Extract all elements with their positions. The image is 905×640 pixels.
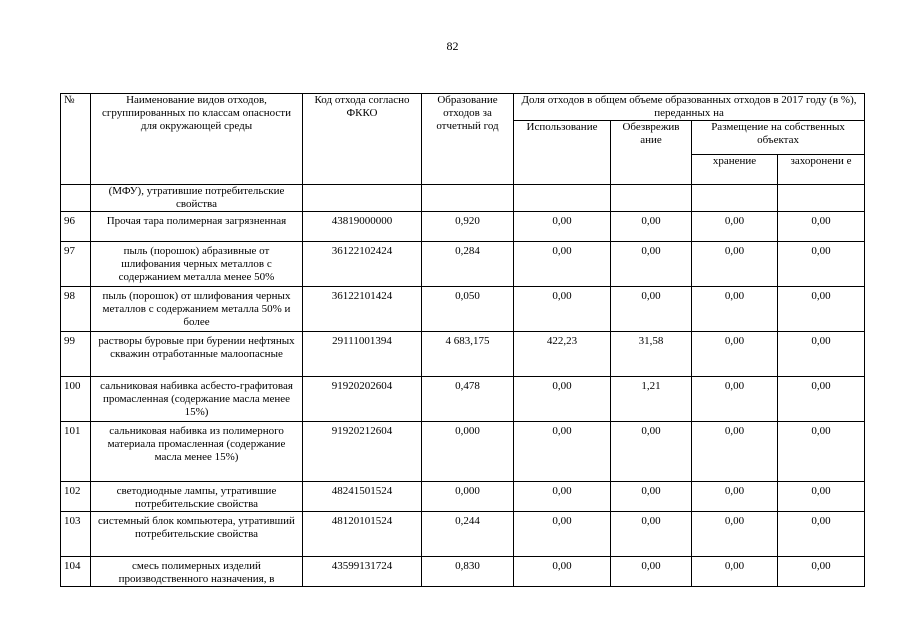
cell-code: 48120101524 (303, 512, 422, 557)
cell-use: 0,00 (514, 557, 611, 587)
cell-use: 0,00 (514, 212, 611, 242)
cell-code: 91920212604 (303, 422, 422, 482)
cell-burial: 0,00 (778, 332, 865, 377)
table-row (61, 557, 865, 587)
cell-code: 91920202604 (303, 377, 422, 422)
header-neutralization: Обезврежив ание (611, 121, 692, 185)
cell-formation: 0,478 (422, 377, 514, 422)
table-header (61, 94, 865, 185)
cell-formation: 0,000 (422, 482, 514, 512)
cell-code: 43599131724 (303, 557, 422, 587)
header-name: Наименование видов отходов, сгруппированных по классам опасности для окружающей среды (91, 94, 303, 185)
cell-storage: 0,00 (692, 242, 778, 287)
cell-name: сальниковая набивка из полимерного материала промасленная (содержание масла менее 15%) (91, 422, 303, 482)
cell-no: 102 (61, 482, 91, 512)
cell-neutralization: 0,00 (611, 557, 692, 587)
cell-use: 0,00 (514, 512, 611, 557)
cell-burial: 0,00 (778, 422, 865, 482)
cell-neutralization: 0,00 (611, 242, 692, 287)
cell-no: 104 (61, 557, 91, 587)
table-body (61, 185, 865, 587)
cell-neutralization: 1,21 (611, 377, 692, 422)
cell-formation: 0,284 (422, 242, 514, 287)
cell-neutralization: 0,00 (611, 512, 692, 557)
cell-formation: 0,244 (422, 512, 514, 557)
cell-name: системный блок компьютера, утративший потребительские свойства (91, 512, 303, 557)
cell-burial: 0,00 (778, 377, 865, 422)
table-row-continuation (61, 185, 865, 212)
cell-no: 101 (61, 422, 91, 482)
waste-table (60, 93, 865, 587)
cell-no: 99 (61, 332, 91, 377)
table-row (61, 242, 865, 287)
header-placement: Размещение на собственных объектах (692, 121, 865, 155)
cell-burial: 0,00 (778, 512, 865, 557)
cell-neutralization (611, 185, 692, 212)
cell-storage: 0,00 (692, 512, 778, 557)
cell-use: 0,00 (514, 422, 611, 482)
header-share: Доля отходов в общем объеме образованных отходов в 2017 году (в %), переданных на (514, 94, 865, 121)
header-storage: хранение (692, 155, 778, 185)
header-use: Использование (514, 121, 611, 185)
cell-code (303, 185, 422, 212)
cell-no: 97 (61, 242, 91, 287)
cell-storage: 0,00 (692, 287, 778, 332)
cell-storage: 0,00 (692, 557, 778, 587)
cell-formation: 4 683,175 (422, 332, 514, 377)
cell-use: 0,00 (514, 242, 611, 287)
cell-name: сальниковая набивка асбесто-графитовая промасленная (содержание масла менее 15%) (91, 377, 303, 422)
table-row (61, 287, 865, 332)
cell-formation: 0,920 (422, 212, 514, 242)
cell-use: 422,23 (514, 332, 611, 377)
cell-burial: 0,00 (778, 242, 865, 287)
cell-code: 29111001394 (303, 332, 422, 377)
cell-storage: 0,00 (692, 377, 778, 422)
cell-storage: 0,00 (692, 212, 778, 242)
cell-no (61, 185, 91, 212)
cell-neutralization: 31,58 (611, 332, 692, 377)
cell-no: 98 (61, 287, 91, 332)
header-burial: захоронени е (778, 155, 865, 185)
cell-code: 36122101424 (303, 287, 422, 332)
cell-no: 100 (61, 377, 91, 422)
cell-burial: 0,00 (778, 482, 865, 512)
cell-use: 0,00 (514, 287, 611, 332)
cell-burial: 0,00 (778, 557, 865, 587)
cell-neutralization: 0,00 (611, 482, 692, 512)
cell-code: 48241501524 (303, 482, 422, 512)
cell-name: пыль (порошок) абразивные от шлифования черных металлов с содержанием металла менее 50% (91, 242, 303, 287)
cell-neutralization: 0,00 (611, 422, 692, 482)
cell-no: 96 (61, 212, 91, 242)
cell-burial (778, 185, 865, 212)
cell-name: Прочая тара полимерная загрязненная (91, 212, 303, 242)
cell-formation: 0,000 (422, 422, 514, 482)
cell-use (514, 185, 611, 212)
cell-code: 43819000000 (303, 212, 422, 242)
table-row (61, 332, 865, 377)
cell-code: 36122102424 (303, 242, 422, 287)
page-number: 82 (446, 39, 459, 53)
cell-no: 103 (61, 512, 91, 557)
table-row (61, 512, 865, 557)
cell-burial: 0,00 (778, 212, 865, 242)
header-no: № (61, 94, 91, 185)
table-row (61, 212, 865, 242)
cell-storage (692, 185, 778, 212)
cell-name: растворы буровые при бурении нефтяных скважин отработанные малоопасные (91, 332, 303, 377)
cell-name: пыль (порошок) от шлифования черных металлов с содержанием металла 50% и более (91, 287, 303, 332)
cell-name: светодиодные лампы, утратившие потребительские свойства (91, 482, 303, 512)
cell-storage: 0,00 (692, 422, 778, 482)
table-row (61, 482, 865, 512)
cell-use: 0,00 (514, 482, 611, 512)
cell-name: смесь полимерных изделий производственного назначения, в (91, 557, 303, 587)
cell-storage: 0,00 (692, 332, 778, 377)
cell-formation: 0,050 (422, 287, 514, 332)
header-code: Код отхода согласно ФККО (303, 94, 422, 185)
cell-formation (422, 185, 514, 212)
cell-storage: 0,00 (692, 482, 778, 512)
cell-burial: 0,00 (778, 287, 865, 332)
table-row (61, 377, 865, 422)
cell-neutralization: 0,00 (611, 287, 692, 332)
cell-use: 0,00 (514, 377, 611, 422)
cell-formation: 0,830 (422, 557, 514, 587)
header-formation: Образование отходов за отчетный год (422, 94, 514, 185)
table-row (61, 422, 865, 482)
cell-neutralization: 0,00 (611, 212, 692, 242)
cell-name: (МФУ), утратившие потребительские свойства (91, 185, 303, 212)
